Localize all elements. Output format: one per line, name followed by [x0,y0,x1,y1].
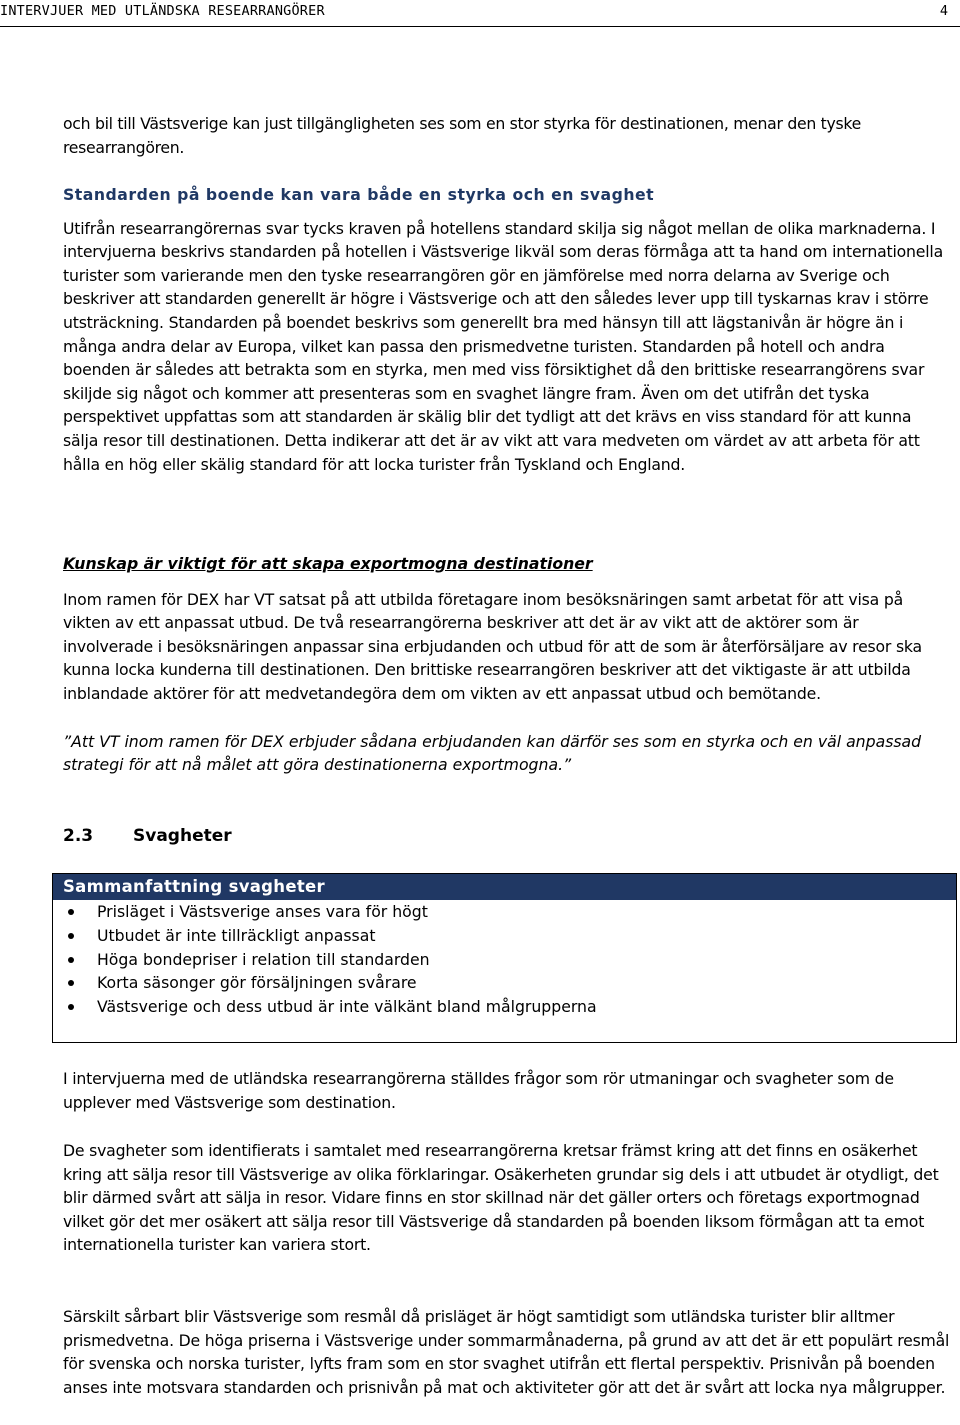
intro-paragraph: och bil till Västsverige kan just tillgängligheten ses som en stor styrka för destinationen, menar den tyske researrangören. [63,114,861,157]
section-title: Svagheter [133,826,232,846]
section-kunskap [63,552,951,777]
section-standard [63,183,951,476]
summary-box [52,873,957,1043]
summary-box-title: Sammanfattning svagheter [53,874,956,900]
running-header [0,0,960,27]
summary-list [53,900,956,1019]
section-heading-kunskap: Kunskap är viktigt för att skapa exportmogna destinationer [63,554,593,573]
paragraph-block-2 [63,1139,951,1257]
body-paragraph: De svagheter som identifierats i samtalet med researrangörerna kretsar främst kring att det finns en osäkerhet kring att sälja resor till Västsverige av olika förklaringar. Osäkerheten grundar sig dels i att utbudet är otydligt, det blir därmed svårt att sälja in resor. Vidare finns en stor skillnad när det gäller orters och företags exportmognad vilket gör det mer osäkert att sälja resor till Västsverige då standarden på boenden liksom förmågan att ta emot internationella turister kan variera stort. [63,1141,939,1255]
section-heading-standard: Standarden på boende kan vara både en styrka och en svaghet [63,185,655,204]
list-item-text: Västsverige och dess utbud är inte välkänt bland målgrupperna [97,997,597,1017]
bullet-icon [68,1004,74,1010]
list-item [53,948,956,972]
bullet-icon [68,933,74,939]
list-item-text: Höga bondepriser i relation till standarden [97,949,430,969]
list-item [53,971,956,995]
body-paragraph: I intervjuerna med de utländska researrangörerna ställdes frågor som rör utmaningar och svagheter som de upplever med Västsverige som destination. [63,1069,894,1112]
bullet-icon [68,909,74,915]
intro-block [63,112,951,159]
bullet-icon [68,957,74,963]
list-item [53,924,956,948]
section-heading-svagheter [63,826,232,846]
kunskap-quote: ”Att VT inom ramen för DEX erbjuder sådana erbjudanden kan därför ses som en styrka och en väl anpassad strategi för att nå målet att göra destinationerna exportmogna.” [63,731,922,775]
list-item-text: Utbudet är inte tillräckligt anpassat [97,925,376,945]
list-item-text: Prisläget i Västsverige anses vara för högt [97,902,428,921]
paragraph-block-1 [63,1067,951,1114]
list-item [53,995,956,1019]
kunskap-paragraph: Inom ramen för DEX har VT satsat på att utbilda företagare inom besöksnäringen samt arbetat för att visa på vikten av ett anpassat utbud. De två researrangörerna beskriver att det är av vikt att de aktörer som är involverade i besöksnäringen anpassar sina erbjudanden och utbud för att de som är återförsäljare av resor ska kunna locka kunderna till destinationen. Den brittiske researrangören beskriver att det viktigaste är att utbilda inblandade aktörer för att medvetandegöra dem om vikten av ett anpassat utbud och bemötande. [63,589,922,703]
list-item-text: Korta säsonger gör försäljningen svårare [97,973,417,993]
list-item [53,900,956,924]
body-paragraph: Särskilt sårbart blir Västsverige som resmål då prisläget är högt samtidigt som utländska turister blir alltmer prismedvetna. De höga priserna i Västsverige under sommarmånaderna, på grund av att det är ett populärt resmål för svenska och norska turister, lyfts fram som en stor svaghet utifrån ett flertal perspektiv. Prisnivån på boenden anses inte motsvara standarden och prisnivån på mat och aktiviteter gör att det är svårt att locka nya målgrupper. [63,1307,950,1397]
paragraph-block-3 [63,1305,951,1399]
standard-paragraph: Utifrån researrangörernas svar tycks kraven på hotellens standard skilja sig något mellan de olika marknaderna. I intervjuerna beskrivs standarden på hotellen i Västsverige likväl som deras förmåga att ta hand om internationella turister som varierande men den tyske researrangören gör en jämförelse med norra delarna av Sverige och beskriver att standarden generellt är högre i Västsverige och att den således lever upp till tyskarnas krav i större utsträckning. Standarden på boendet beskrivs som generellt bra med hänsyn till att lägstanivån är högre än i många andra delar av Europa, vilket kan passa den prismedvetne turisten. Standarden på hotell och andra boenden är således att betrakta som en styrka, men med viss försiktighet då den brittiske researrangörens svar skiljde sig något och kommer att presenteras som en svaghet längre fram. Även om det utifrån det tyska perspektivet uppfattas som att standarden är skälig blir det tydligt att det krävs en viss standard för att kunna sälja resor till destinationen. Detta indikerar att det är av vikt att vara medveten om värdet av att arbeta för att hålla en hög eller skälig standard för att locka turister från Tyskland och England. [63,218,943,474]
bullet-icon [68,980,74,986]
header-title: INTERVJUER MED UTLÄNDSKA RESEARRANGÖRER [0,3,325,19]
section-number: 2.3 [63,826,94,846]
page-number: 4 [939,3,948,19]
